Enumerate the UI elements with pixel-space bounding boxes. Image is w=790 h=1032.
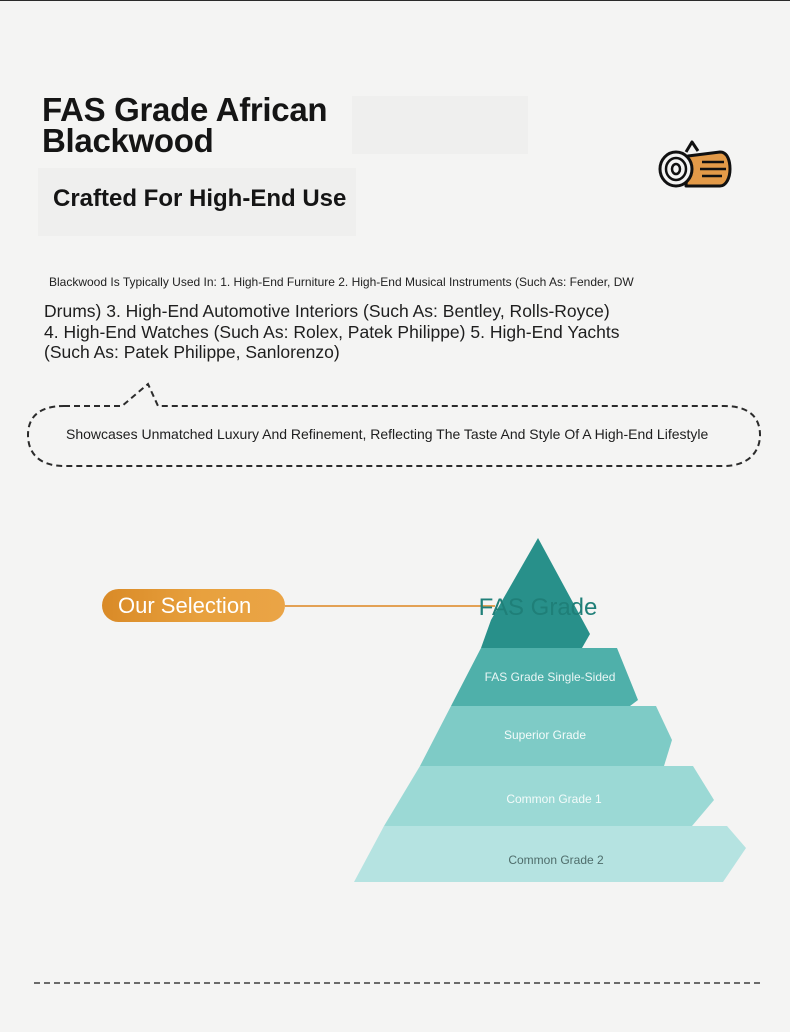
- page-title: FAS Grade African Blackwood: [42, 91, 328, 159]
- pyramid-label-common-1: Common Grade 1: [506, 792, 602, 806]
- intro-text-large: Drums) 3. High-End Automotive Interiors (Such As: Bentley, Rolls-Royce) 4. High-End Watches (Such As: Rolex, Patek Philippe) 5. High-End Yachts (Such As: Patek Philippe, Sanlorenzo): [44, 301, 620, 362]
- pyramid-label-fas-grade: FAS Grade: [478, 594, 598, 621]
- pyramid-label-fas-single-sided: FAS Grade Single-Sided: [484, 670, 616, 684]
- grade-pyramid: [350, 530, 760, 890]
- top-border-line: [0, 0, 790, 1]
- our-selection-label: Our Selection: [118, 593, 252, 618]
- pyramid-label-superior: Superior Grade: [503, 728, 587, 742]
- pyramid-tier-1: [481, 538, 590, 648]
- pyramid-label-common-2: Common Grade 2: [508, 853, 604, 867]
- callout-text: Showcases Unmatched Luxury And Refinement, Reflecting The Taste And Style Of A High-End Lifestyle: [66, 426, 709, 442]
- page-subtitle: Crafted For High-End Use: [53, 185, 347, 212]
- log-wood-icon: [656, 138, 732, 190]
- bottom-dashed-divider: [34, 982, 760, 984]
- intro-text-small: Blackwood Is Typically Used In: 1. High-End Furniture 2. High-End Musical Instruments (Such As: Fender, DW: [49, 275, 634, 289]
